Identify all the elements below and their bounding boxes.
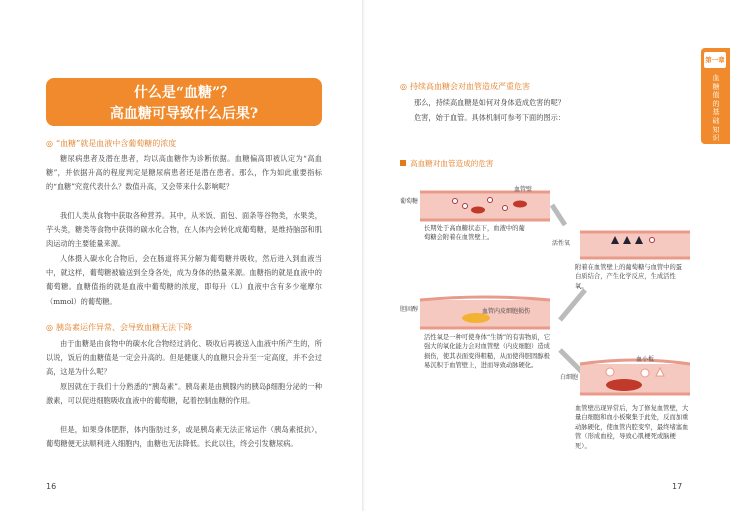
section1-para2: 我们人类从食物中获取各种营养。其中，从米饭、面包、面条等谷物类，水果类，芋头类，糖类等食物中获得的碳水化合物，在人体内会转化成葡萄糖，是维持脑部和肌肉运动的主要能量来源。 xyxy=(46,211,322,249)
right-section-heading: ◎ 持续高血糖会对血管造成严重危害 xyxy=(400,82,530,91)
label-platelet: 血小板 xyxy=(636,356,655,363)
vessel-panel-1 xyxy=(420,192,550,220)
flow-arrow xyxy=(560,290,585,320)
label-glucose: 葡萄糖 xyxy=(400,198,419,205)
glucose-molecule xyxy=(453,199,458,204)
section1-para3: 人体摄入碳水化合物后，会在肠道将其分解为葡萄糖并吸收，然后进入到血液当中，就这样，葡萄糖被输送到全身各处，成为身体的热量来源。血糖指的就是血液中的葡萄糖。血糖值指的就是血液中葡萄糖的浓度，即每升（L）血液中含有多少毫摩尔（mmol）的葡萄糖。 xyxy=(46,254,322,306)
label-injury: 血管内皮细胞损伤 xyxy=(482,308,531,315)
white-blood-cell xyxy=(641,369,649,377)
title-line1: 什么是“血糖”？ xyxy=(133,85,235,101)
bullet-icon: ◎ xyxy=(46,139,53,148)
vessel-wall xyxy=(420,297,550,300)
right-para2: 危害，始于血管。具体机制可参考下面的图示： xyxy=(414,113,565,122)
label-cholesterol: 胆固醇 xyxy=(400,306,419,313)
page-number-left: 16 xyxy=(46,482,57,491)
diagram-title: 高血糖对血管造成的危害 xyxy=(400,158,494,169)
title-line2: 高血糖可导致什么后果? xyxy=(109,106,259,122)
section1-heading: ◎ “血糖”就是血液中含葡萄糖的浓度 xyxy=(46,139,177,148)
section2-para3: 但是，如果身体肥胖，体内脂肪过多，或是胰岛素无法正常运作（胰岛素抵抗），葡萄糖便无法顺利进入细胞内，血糖也无法降低。长此以往，终会引发糖尿病。 xyxy=(46,425,322,449)
glucose-molecule xyxy=(503,206,508,211)
flow-arrow xyxy=(552,205,565,225)
label-ages: 活性氧 xyxy=(552,240,571,247)
label-vessel: 血管壁 xyxy=(514,186,533,193)
bullet-icon: ◎ xyxy=(46,323,53,332)
chapter-label: 第一章 xyxy=(704,52,726,68)
vessel-wall xyxy=(580,360,690,364)
section1-para1: 糖尿病患者及潜在患者，均以高血糖作为诊断依据。血糖偏高即被认定为“高血糖”，并依据升高的程度判定是糖尿病患者还是潜在患者。那么，作为如此重要指标的“血糖”究竟代表什么？数值升高，又会带来什么影响呢？ xyxy=(46,154,322,192)
glucose-molecule xyxy=(650,238,655,243)
page-number-right: 17 xyxy=(672,482,683,491)
red-blood-cell xyxy=(471,207,485,214)
red-blood-cell xyxy=(513,201,527,208)
white-blood-cell xyxy=(606,368,614,376)
right-para1: 那么，持续高血糖是如何对身体造成危害的呢？ xyxy=(414,98,565,107)
vessel-lumen xyxy=(420,192,550,220)
chapter-title: 血糖值的基础知识 xyxy=(712,74,720,143)
section2-para2: 原因就在于我们十分熟悉的“胰岛素”。胰岛素是由胰腺内的胰岛β细胞分泌的一种激素，可以促进细胞吸收血液中的葡萄糖，起着控制血糖的作用。 xyxy=(46,382,322,406)
glucose-molecule xyxy=(488,198,493,203)
vessel-panel-4 xyxy=(580,360,690,394)
caption-1: 长期处于高血糖状态下，血液中的葡萄糖会附着在血管壁上。 xyxy=(424,225,525,242)
thrombus xyxy=(606,379,642,391)
caption-4: 血管壁出现异常后，为了修复血管壁，大量白细胞和血小板聚集于此处，反而加重动脉硬化，使血管内腔变窄，最终堵塞血管（形成血栓，导致心肌梗死或脑梗死）。 xyxy=(575,405,689,450)
caption-3: 活性氧是一种可使身体“生锈”的有害物质，它强大的氧化能力会对血管壁（内皮细胞）造成损伤，使其表面变得粗糙，从而使得胆固醇极易沉积于血管壁上，进而导致动脉硬化。 xyxy=(424,334,551,370)
vessel-panel-2 xyxy=(580,232,690,258)
vessel-lumen xyxy=(580,232,690,258)
section2-para1: 由于血糖是由食物中的碳水化合物经过消化、吸收后再被送入血液中所产生的，所以说，饭后的血糖值是一定会升高的。但是健康人的血糖只会升至一定高度，并不会过高，这是为什么呢？ xyxy=(46,339,322,377)
label-wbc: 白细胞 xyxy=(560,374,579,381)
glucose-molecule xyxy=(463,204,468,209)
bullet-icon: ◎ xyxy=(400,82,407,91)
section2-heading: ◎ 胰岛素运作异常、会导致血糖无法下降 xyxy=(46,323,192,332)
caption-2: 附着在血管壁上的葡萄糖与血管中的蛋白质结合，产生化学反应，生成活性氧。 xyxy=(575,264,683,290)
